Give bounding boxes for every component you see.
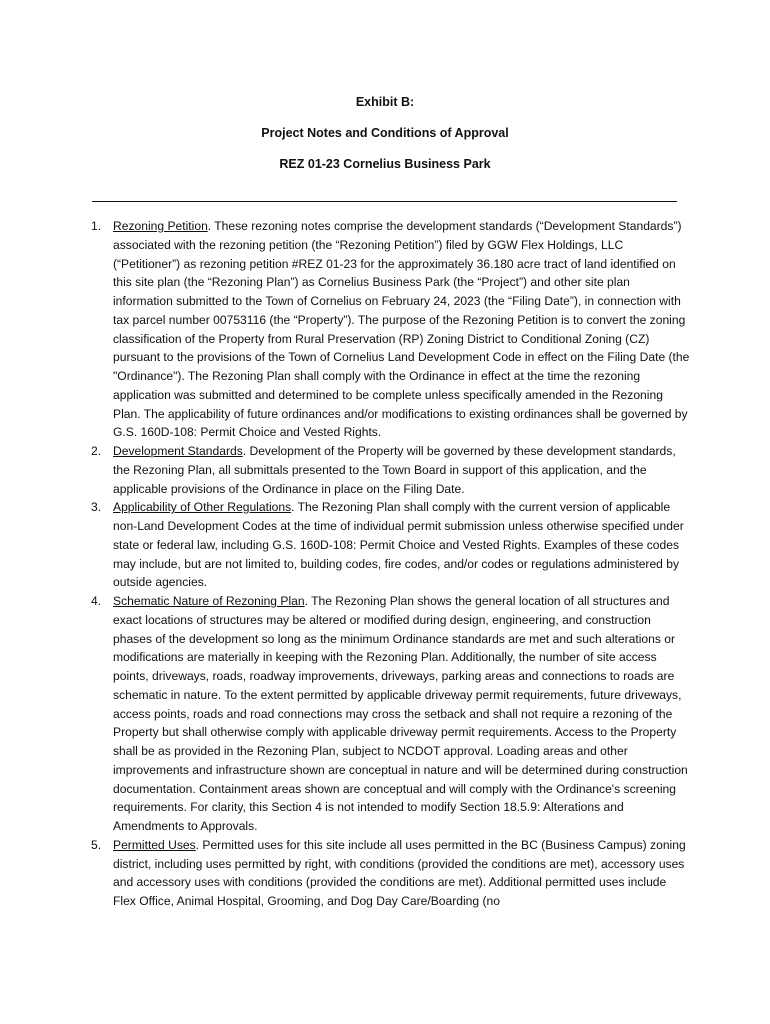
item-number: 4.: [91, 594, 102, 608]
horizontal-rule: [92, 201, 677, 202]
item-title: Development Standards: [113, 444, 243, 458]
document-title: Project Notes and Conditions of Approval: [261, 126, 509, 140]
item-title: Applicability of Other Regulations: [113, 500, 292, 515]
list-item: [91, 217, 691, 442]
item-number: 2.: [91, 444, 102, 458]
item-number: 3.: [91, 500, 102, 515]
item-text: . These rezoning notes comprise the development standards (“Development Standards”) associated with the rezoning petition (the “Rezoning Petition”) filed by GGW Flex Holdings, LLC (“Petitioner”) as rezoning petition #REZ 01-23 for the approximately 36.180 acre tract of land identified on this site plan (the “Rezoning Plan”) as Cornelius Business Park (the “Project”) and other site plan information submitted to the Town of Cornelius on February 24, 2023 (the “Filing Date”), in connection with tax parcel number 00753116 (the “Property”). The purpose of the Rezoning Petition is to convert the zoning classification of the Property from Rural Preservation (RP) Zoning District to Conditional Zoning (CZ) pursuant to the provisions of the Town of Cornelius Land Development Code in effect on the Filing Date (the "Ordinance"). The Rezoning Plan shall comply with the Ordinance in effect at the time the rezoning application was submitted and determined to be complete unless specifically amended in the Rezoning Plan. The applicability of future ordinances and/or modifications to existing ordinances shall be governed by G.S. 160D-108: Permit Choice and Vested Rights.: [113, 219, 690, 440]
item-text: . The Rezoning Plan shall comply with the current version of applicable non-Land Development Codes at the time of individual permit submission unless otherwise specified under state or federal law, including G.S. 160D-108: Permit Choice and Vested Rights. Examples of these codes may include, but are not limited to, building codes, fire codes, and/or codes or regulations administered by outside agencies.: [113, 500, 684, 590]
list-item: [91, 442, 691, 498]
list-item: [91, 498, 691, 592]
conditions-list: [91, 217, 691, 911]
item-number: 1.: [91, 219, 102, 233]
list-item: [91, 836, 691, 911]
item-text: . Permitted uses for this site include all uses permitted in the BC (Business Campus) zoning district, including uses permitted by right, with conditions (provided the conditions are met), accessory uses and accessory uses with conditions (provided the conditions are met). Additional permitted uses include Flex Office, Animal Hospital, Grooming, and Dog Day Care/Boarding (no: [113, 837, 686, 908]
item-text: . The Rezoning Plan shows the general location of all structures and exact locations of structures may be altered or modified during design, engineering, and construction phases of the development so long as the minimum Ordinance standards are met and such alterations or modifications are materially in keeping with the Rezoning Plan. Additionally, the number of site access points, driveways, roads, roadway improvements, driveways, parking areas and connections to roads are schematic in nature. To the extent permitted by applicable driveway permit requirements, future driveways, access points, roads and road connections may cross the setback and shall not require a rezoning of the Property but shall otherwise comply with applicable driveway permit requirements. Access to the Property shall be as provided in the Rezoning Plan, subject to NCDOT approval. Loading areas and other improvements and infrastructure shown are conceptual in nature and will be determined during construction documentation. Containment areas shown are conceptual and will comply with the Ordinance's screening requirements. For clarity, this Section 4 is not intended to modify Section 18.5.9: Alterations and Amendments to Approvals.: [113, 594, 688, 833]
item-title: Schematic Nature of Rezoning Plan: [113, 594, 305, 608]
item-title: Rezoning Petition: [113, 219, 208, 233]
item-number: 5.: [91, 837, 102, 852]
document-subtitle: REZ 01-23 Cornelius Business Park: [279, 157, 491, 171]
list-item: [91, 592, 691, 836]
item-title: Permitted Uses: [113, 837, 196, 852]
exhibit-label: Exhibit B:: [355, 95, 415, 109]
item-text: . Development of the Property will be governed by these development standards, the Rezoning Plan, all submittals presented to the Town Board in support of this application, and the applicable provisions of the Ordinance in place on the Filing Date.: [113, 444, 676, 496]
